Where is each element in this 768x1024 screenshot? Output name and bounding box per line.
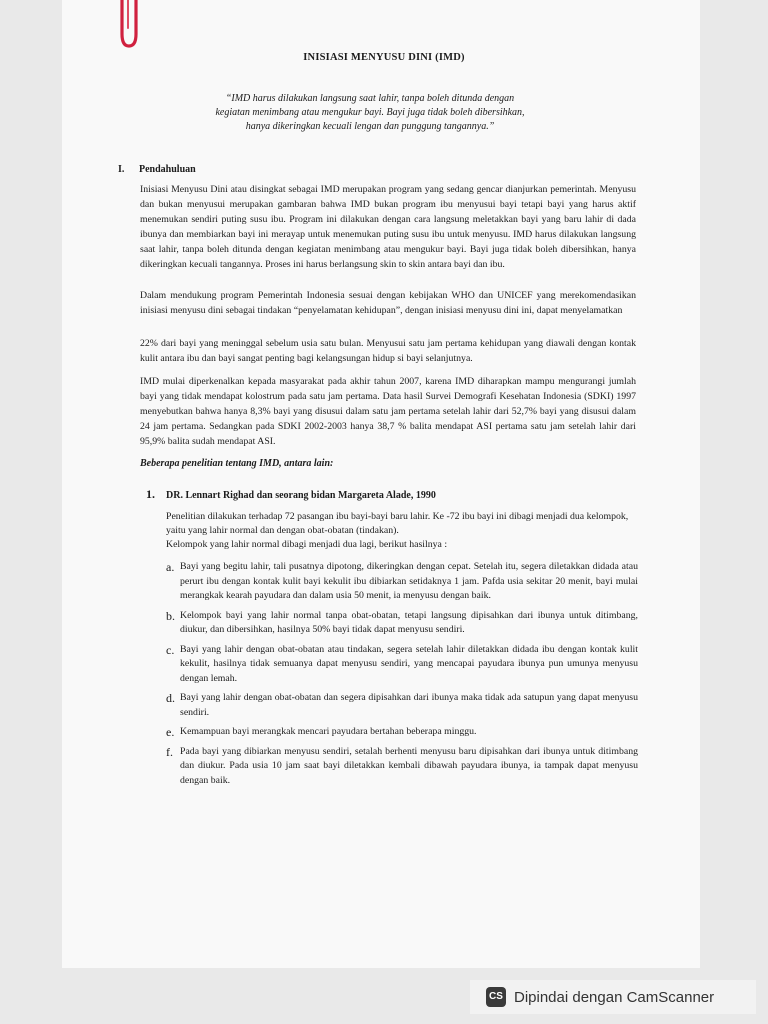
- finding-text: Kemampuan bayi merangkak mencari payudara bertahan beberapa minggu.: [180, 726, 477, 737]
- finding-letter: e.: [166, 725, 175, 739]
- finding-text: Bayi yang begitu lahir, tali pusatnya dipotong, dikeringkan dengan cepat. Setelah itu, segera diletakkan didada atau perurt ibu dengan kontak kulit bayi kekulit ibu dibiarkan setidaknya 1 jam. Pafda usia sekitar 20 menit, bayi mulai merangkak kearah payudara dan dalam usia 50 menit, ia menyusu dengan baik.: [180, 561, 638, 601]
- camscanner-icon: CS: [486, 987, 506, 1007]
- finding-letter: a.: [166, 560, 175, 574]
- finding-text: Pada bayi yang dibiarkan menyusu sendiri, setalah berhenti menyusu baru dipisahkan dari ibunya untuk ditimbang dan diukur. Pada usia 10 jam saat bayi diletakkan kembali dibawah payudara ibunya, ia tampak dapat menyusu dengan baik.: [180, 745, 638, 786]
- finding-letter: d.: [166, 691, 175, 705]
- study-number: 1.: [146, 487, 155, 501]
- study-heading: [146, 487, 436, 502]
- section-number: I.: [118, 164, 125, 175]
- history-paragraph: IMD mulai diperkenalkan kepada masyarakat pada akhir tahun 2007, karena IMD diharapkan mampu mengurangi jumlah bayi yang tidak mendapat kolostrum pada satu jam pertama. Data hasil Survei Demografi Kesehatan Indonesia (SDKI) 1997 menyebutkan bahwa hanya 8,3% bayi yang disusui dalam satu jam pertama setelah lahir dari 52,7% bayi yang disusui dalam 24 jam pertama. Sedangkan pada SDKI 2002-2003 hanya 38,7 % balita mendapat ASI pertama satu jam setelah lahir dari 95,9% balita sudah mendapat ASI.: [140, 376, 636, 447]
- quote-line: hanya dikeringkan kecuali lengan dan punggung tangannya.”: [245, 121, 495, 132]
- statistic-paragraph: 22% dari bayi yang meninggal sebelum usia satu bulan. Menyusui satu jam pertama kehidupan yang diawali dengan kontak kulit antara ibu dan bayi sangat penting bagi kelangsungan hidup si bayi selanjutnya.: [140, 338, 636, 364]
- finding-letter: c.: [166, 642, 175, 657]
- finding-item: [166, 609, 638, 638]
- finding-text: Bayi yang lahir dengan obat-obatan dan segera dipisahkan dari ibunya maka tidak ada satupun yang dapat menyusu sendiri.: [180, 692, 638, 718]
- finding-text: Bayi yang lahir dengan obat-obatan atau tindakan, segera setelah lahir diletakkan didada ibu dengan kontak kulit kekulit, hasilnya tidak semuanya dapat menyusu sendiri, yang mencapai payudara ibunya pun umunya menyusu dengan lemah.: [180, 643, 638, 684]
- finding-item: [166, 560, 638, 604]
- quote-line: “IMD harus dilakukan langsung saat lahir, tanpa boleh ditunda dengan: [225, 93, 515, 104]
- section-heading: [118, 164, 196, 175]
- study-intro-line: Kelompok yang lahir normal dibagi menjadi dua lagi, berikut hasilnya :: [166, 539, 448, 550]
- document-title: INISIASI MENYUSU DINI (IMD): [303, 52, 465, 63]
- finding-letter: b.: [166, 608, 175, 623]
- finding-item: [166, 725, 638, 740]
- quote-line: kegiatan menimbang atau mengukur bayi. Bayi juga tidak boleh dibersihkan,: [215, 107, 525, 118]
- camscanner-watermark: [470, 980, 756, 1014]
- study-intro-line: Penelitian dilakukan terhadap 72 pasangan ibu bayi-bayi baru lahir. Ke -72 ibu bayi ini dibagi menjadi dua kelompok, yaitu yang lahir normal dan dengan obat-obatan (tindakan).: [166, 511, 629, 536]
- finding-item: [166, 745, 638, 789]
- watermark-label: Dipindai dengan CamScanner: [514, 988, 715, 1006]
- finding-item: [166, 643, 638, 687]
- finding-item: [166, 691, 638, 720]
- finding-letter: f.: [166, 744, 173, 759]
- support-paragraph: Dalam mendukung program Pemerintah Indonesia sesuai dengan kebijakan WHO dan UNICEF yang merekomendasikan inisiasi menyusu dini sebagai tindakan “penyelamatan kehidupan”, dengan inisiasi menyusu dini ini, dapat menyelamatkan: [140, 290, 636, 316]
- research-heading: Beberapa penelitian tentang IMD, antara lain:: [140, 458, 334, 469]
- study-intro: [166, 510, 636, 552]
- opening-quote: [170, 92, 570, 134]
- findings-list: [166, 560, 638, 793]
- finding-text: Kelompok bayi yang lahir normal tanpa obat-obatan, tetapi langsung dipisahkan dari ibunya untuk ditimbang, diukur, dan dibersihkan, hasilnya 50% bayi tidak dapat menyusu sendiri.: [180, 609, 638, 635]
- paper-clip-icon: [114, 0, 142, 52]
- study-title: DR. Lennart Righad dan seorang bidan Margareta Alade, 1990: [166, 490, 436, 501]
- section-title: Pendahuluan: [139, 164, 196, 175]
- intro-paragraph: Inisiasi Menyusu Dini atau disingkat sebagai IMD merupakan program yang sedang gencar dianjurkan pemerintah. Menyusu dan bukan menyusui merupakan gambaran bahwa IMD bukan program ibu menyusui bayi tetapi bayi yang harus aktif menemukan sendiri puting susu ibu. Program ini dilakukan dengan cara langsung meletakkan bayi yang baru lahir di dada ibunya dan membiarkan bayi ini merayap untuk menemukan puting susu ibu untuk menyusu. IMD harus dilakukan langsung saat lahir, tanpa boleh ditunda dengan kegiatan menimbang atau mengukur bayi. Bayi juga tidak boleh dibersihkan, hanya dikeringkan kecuali tangannya. Proses ini harus berlangsung skin to skin antara bayi dan ibu.: [140, 184, 636, 270]
- document-page: [62, 0, 700, 968]
